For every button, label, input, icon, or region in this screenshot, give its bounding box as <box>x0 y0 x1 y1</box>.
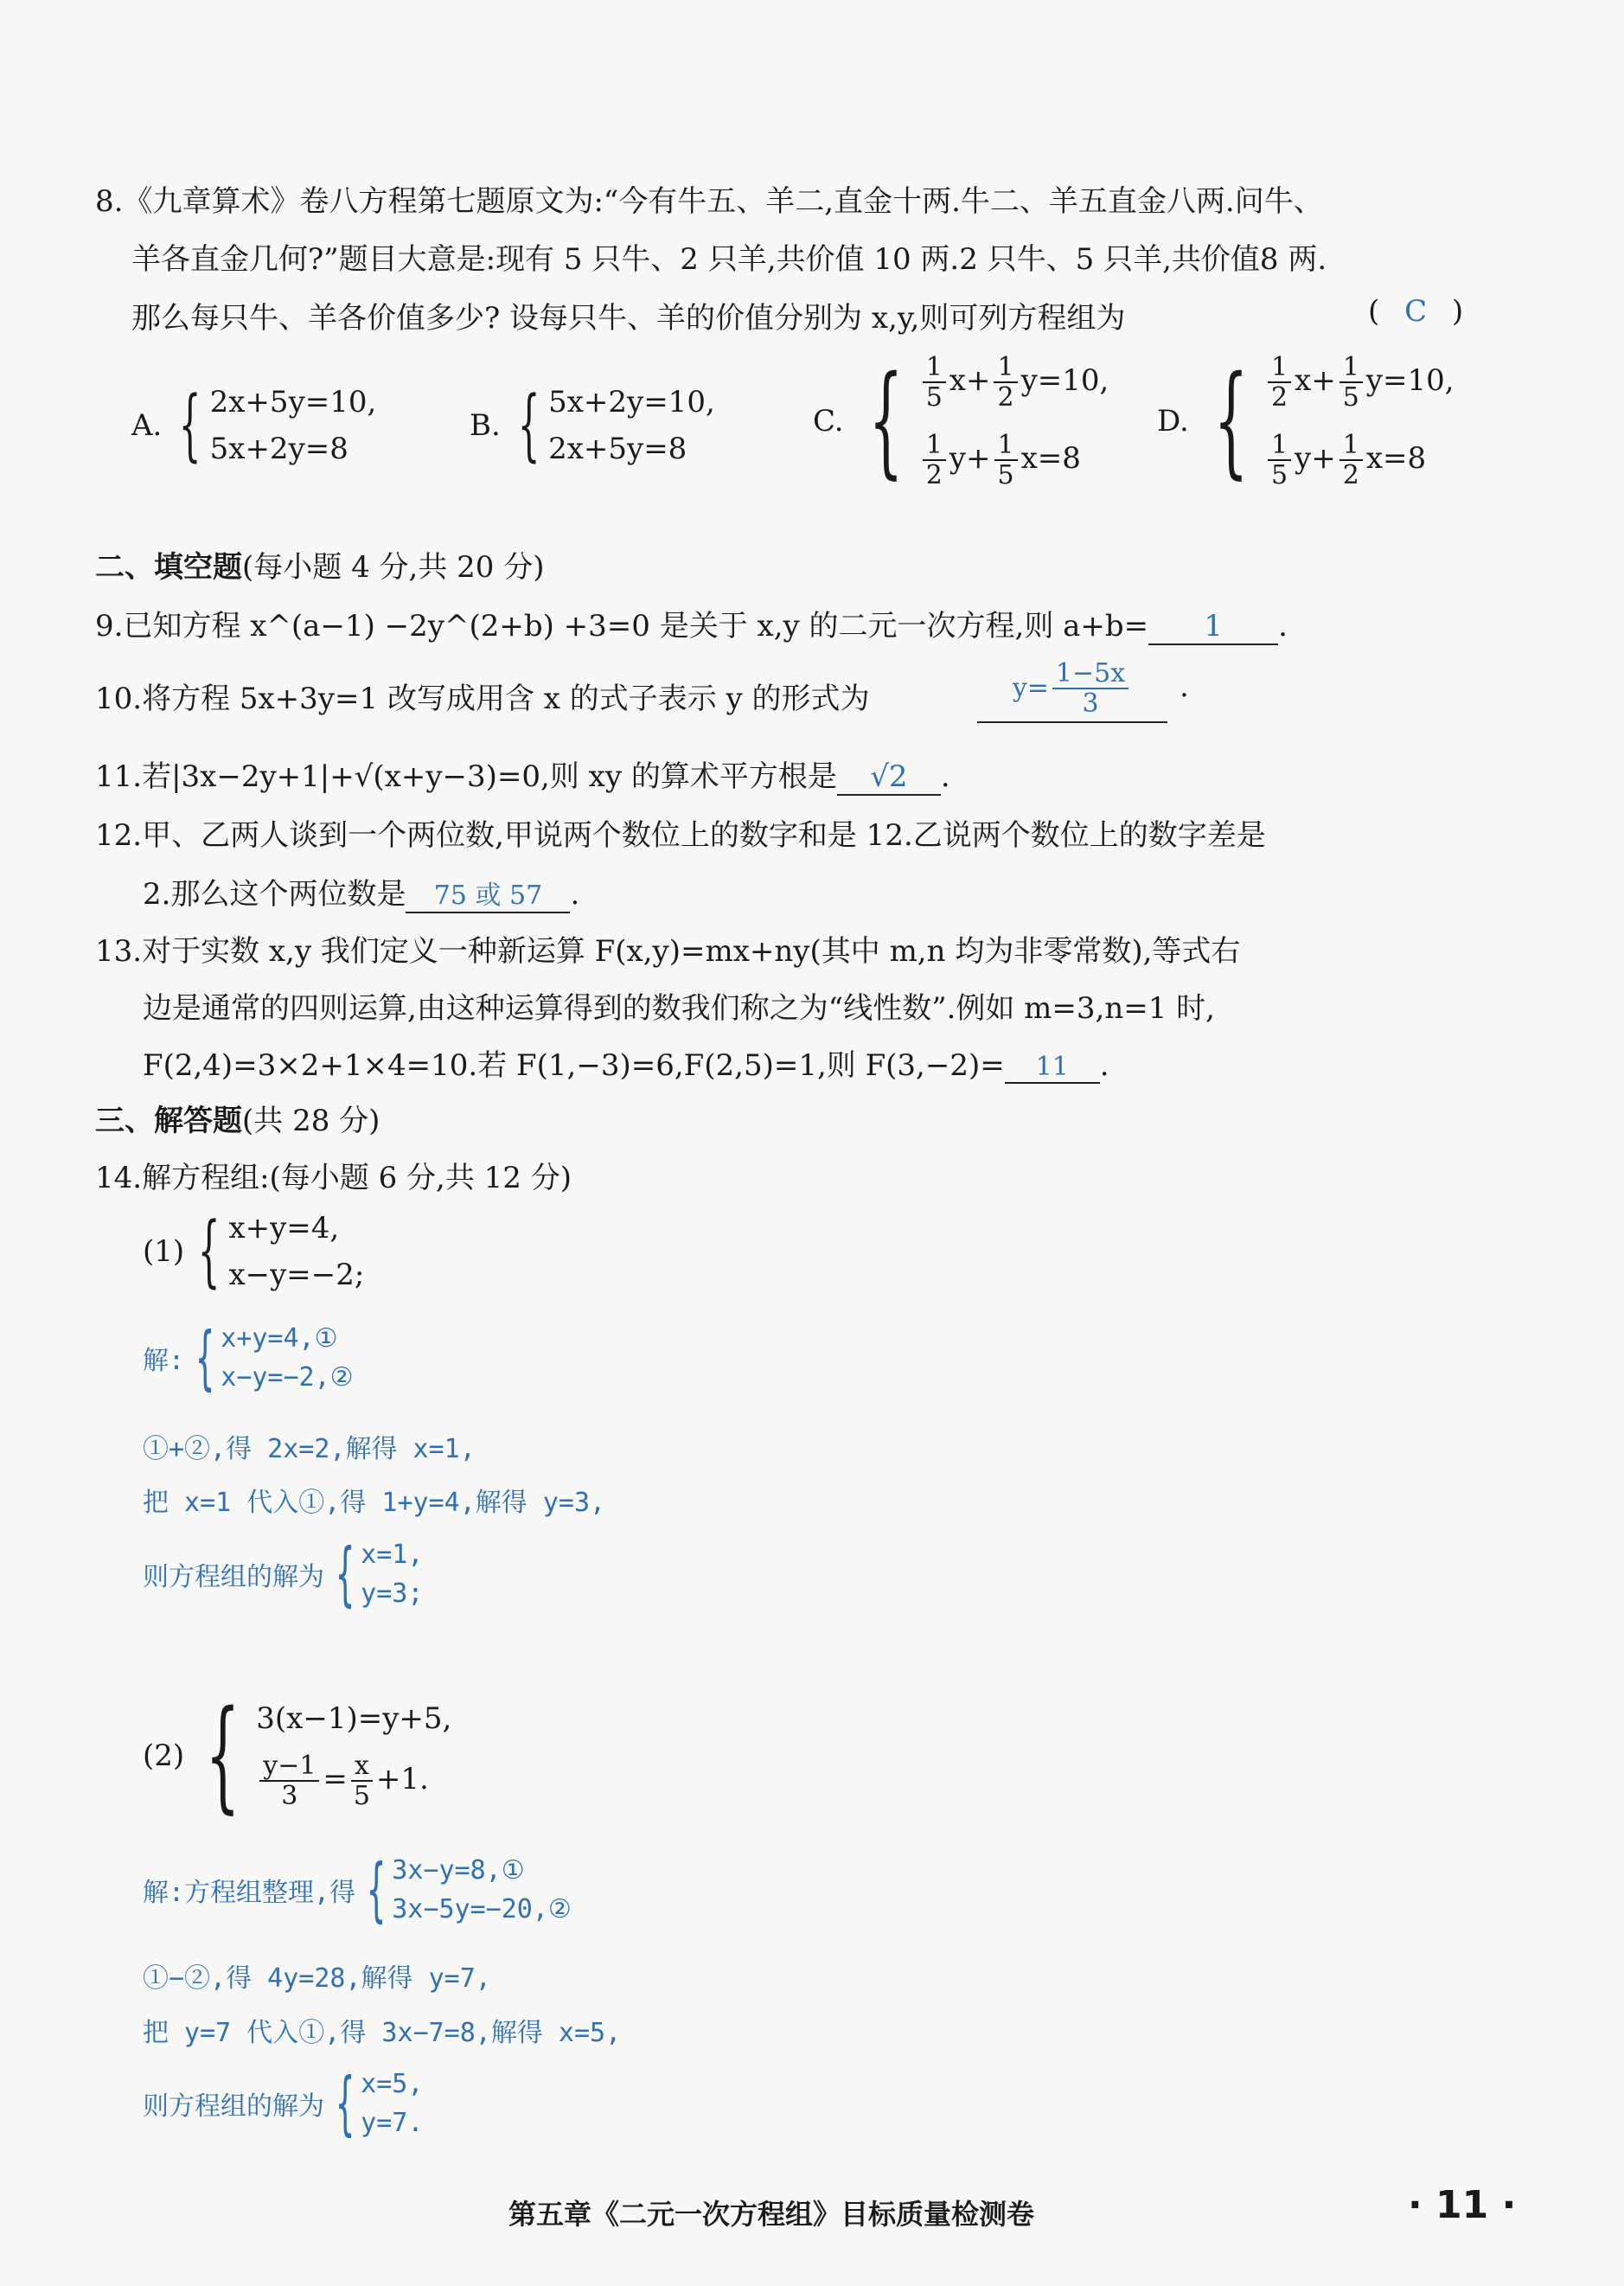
solution-prefix: 解:方程组整理,得 <box>143 1878 356 1908</box>
term: +1. <box>375 1762 429 1796</box>
q8-line2: 羊各直金几何?”题目大意是:现有 5 只牛、2 只羊,共价值 10 两.2 只牛、5 只羊,共价值8 两. <box>131 242 1327 277</box>
option-eq: 5x+2y=10, <box>548 385 715 419</box>
q13-line1: 13.对于实数 x,y 我们定义一种新运算 F(x,y)=mx+ny(其中 m,n 均为非零常数),等式右 <box>95 934 1241 969</box>
q9-answer: 1 <box>1148 609 1278 645</box>
q14-part1-step2: 把 x=1 代入①,得 1+y=4,解得 y=3, <box>143 1488 606 1518</box>
q14-title: 14.解方程组:(每小题 6 分,共 12 分) <box>95 1161 572 1195</box>
option-eq: 2x+5y=8 <box>548 432 687 466</box>
q11-answer: √2 <box>837 759 941 796</box>
q8-option-b <box>470 380 715 471</box>
answer-lhs: y= <box>1012 673 1049 703</box>
section-note: (每小题 4 分,共 20 分) <box>242 550 545 585</box>
section-3-heading <box>95 1097 380 1139</box>
q8-option-d <box>1157 350 1455 491</box>
section-title: 二、填空题 <box>95 550 242 585</box>
brace: { <box>517 380 540 471</box>
q14-part1-result <box>143 1534 424 1614</box>
conclusion: 则方程组的解为 <box>143 1562 324 1592</box>
q14-part1-solution-system <box>143 1317 354 1398</box>
term: x+ <box>949 363 991 398</box>
q13-line3 <box>143 1041 1109 1084</box>
fraction: $\frac{1}{5}$ <box>994 431 1018 490</box>
brace: { <box>205 1685 240 1826</box>
section-title: 三、解答题 <box>95 1104 242 1138</box>
fraction: $\frac{1}{2}$ <box>923 431 946 490</box>
solution-eq: 3x−y=8,① <box>392 1855 525 1886</box>
equation: x−y=−2; <box>228 1258 365 1292</box>
q12-line2 <box>143 870 579 913</box>
q12-line1: 12.甲、乙两人谈到一个两位数,甲说两个数位上的数字和是 12.乙说两个数位上的数字差是 <box>95 818 1266 853</box>
equation: 3(x−1)=y+5, <box>256 1701 452 1736</box>
term: = <box>323 1762 348 1796</box>
q11-text: 11.若|3x−2y+1|+√(x+y−3)=0,则 xy 的算术平方根是 <box>95 759 837 794</box>
fraction: $\frac{1}{2}$ <box>994 353 1017 412</box>
period: . <box>940 759 950 794</box>
part-label: (2) <box>143 1739 185 1773</box>
q8-line1: 8.《九章算术》卷八方程第七题原文为:“今有牛五、羊二,直金十两.牛二、羊五直金八两.问牛、 <box>95 184 1323 219</box>
period: . <box>1099 1048 1109 1083</box>
paren-open: ( <box>1368 294 1380 329</box>
q8-option-c <box>813 350 1109 491</box>
period: . <box>570 877 580 912</box>
q10 <box>95 675 870 717</box>
solution-eq: 3x−5y=−20,② <box>392 1894 572 1924</box>
q14-part1-step1: ①+②,得 2x=2,解得 x=1, <box>143 1434 476 1464</box>
brace: { <box>868 350 904 491</box>
brace: { <box>195 1317 214 1398</box>
period: . <box>1278 609 1288 644</box>
q14-part1-problem <box>143 1206 365 1297</box>
fraction: $\frac{1}{5}$ <box>1339 353 1363 412</box>
equation <box>256 1751 451 1810</box>
q13-text: F(2,4)=3×2+1×4=10.若 F(1,−3)=6,F(2,5)=1,则 F(3,−2)= <box>143 1048 1005 1083</box>
result-eq: y=3; <box>361 1578 424 1609</box>
option-eq: 5x+2y=8 <box>209 432 348 466</box>
section-2-heading <box>95 543 544 586</box>
q13-line2: 边是通常的四则运算,由这种运算得到的数我们称之为“线性数”.例如 m=3,n=1 时, <box>143 991 1215 1026</box>
term: y+ <box>949 441 991 476</box>
term: y=10, <box>1365 363 1455 398</box>
option-label: A. <box>131 408 163 443</box>
solution-eq: x+y=4,① <box>221 1323 338 1354</box>
brace: { <box>336 1534 355 1614</box>
q8-line3: 那么每只牛、羊各价值多少? 设每只牛、羊的价值分别为 x,y,则可列方程组为 <box>131 301 1126 336</box>
solution-eq: x−y=−2,② <box>221 1362 354 1393</box>
result-eq: x=5, <box>361 2069 424 2099</box>
q14-part2-result <box>143 2063 424 2143</box>
brace: { <box>336 2063 355 2143</box>
paren-close: ) <box>1451 294 1464 329</box>
q14-part2-step2: 把 y=7 代入①,得 3x−7=8,解得 x=5, <box>143 2018 622 2048</box>
brace: { <box>367 1849 387 1930</box>
option-label: B. <box>470 408 501 443</box>
brace: { <box>179 380 201 471</box>
part-label: (1) <box>143 1234 185 1269</box>
equation: x+y=4, <box>228 1211 340 1245</box>
fraction: $\frac{y-1}{3}$ <box>259 1751 319 1810</box>
brace: { <box>1213 350 1249 491</box>
q10-answer <box>977 659 1167 723</box>
term: x=8 <box>1020 441 1081 476</box>
term: x=8 <box>1365 441 1427 476</box>
q8-answer: C <box>1404 294 1428 329</box>
fraction: $\frac{1-5x}{3}$ <box>1052 659 1128 718</box>
q10-text: 10.将方程 5x+3y=1 改写成用含 x 的式子表示 y 的形式为 <box>95 682 870 716</box>
q11 <box>95 752 950 796</box>
solution-prefix: 解: <box>143 1346 185 1376</box>
conclusion: 则方程组的解为 <box>143 2091 324 2122</box>
fraction: $\frac{1}{2}$ <box>1339 431 1363 490</box>
q12-text: 2.那么这个两位数是 <box>143 877 406 912</box>
term: x+ <box>1295 363 1336 398</box>
option-label: D. <box>1157 404 1189 439</box>
footer-title: 第五章《二元一次方程组》目标质量检测卷 <box>508 2198 1035 2231</box>
fraction: $\frac{x}{5}$ <box>351 1751 373 1810</box>
result-eq: x=1, <box>361 1540 424 1570</box>
q13-answer: 11 <box>1005 1052 1100 1084</box>
term: y+ <box>1295 441 1336 476</box>
section-note: (共 28 分) <box>242 1104 380 1138</box>
q14-part2-step1: ①−②,得 4y=28,解得 y=7, <box>143 1963 491 1994</box>
q12-answer: 75 或 57 <box>406 874 570 913</box>
q8-option-a <box>131 380 377 471</box>
q9-text: 9.已知方程 x^(a−1) −2y^(2+b) +3=0 是关于 x,y 的二元一次方程,则 a+b= <box>95 609 1149 644</box>
brace: { <box>197 1206 221 1297</box>
fraction: $\frac{1}{2}$ <box>1268 353 1291 412</box>
q9 <box>95 602 1288 645</box>
q14-part2-problem <box>143 1685 452 1826</box>
period: . <box>1180 669 1189 704</box>
q14-part2-solution-system <box>143 1849 572 1930</box>
q8-answer-paren <box>1368 294 1480 329</box>
term: y=10, <box>1020 363 1109 398</box>
page-number: · 11 · <box>1408 2183 1517 2227</box>
fraction: $\frac{1}{5}$ <box>923 353 946 412</box>
option-label: C. <box>813 404 844 439</box>
option-eq: 2x+5y=10, <box>209 385 377 419</box>
result-eq: y=7. <box>361 2108 424 2138</box>
fraction: $\frac{1}{5}$ <box>1268 431 1291 490</box>
q10-answer-blank <box>977 659 1189 723</box>
